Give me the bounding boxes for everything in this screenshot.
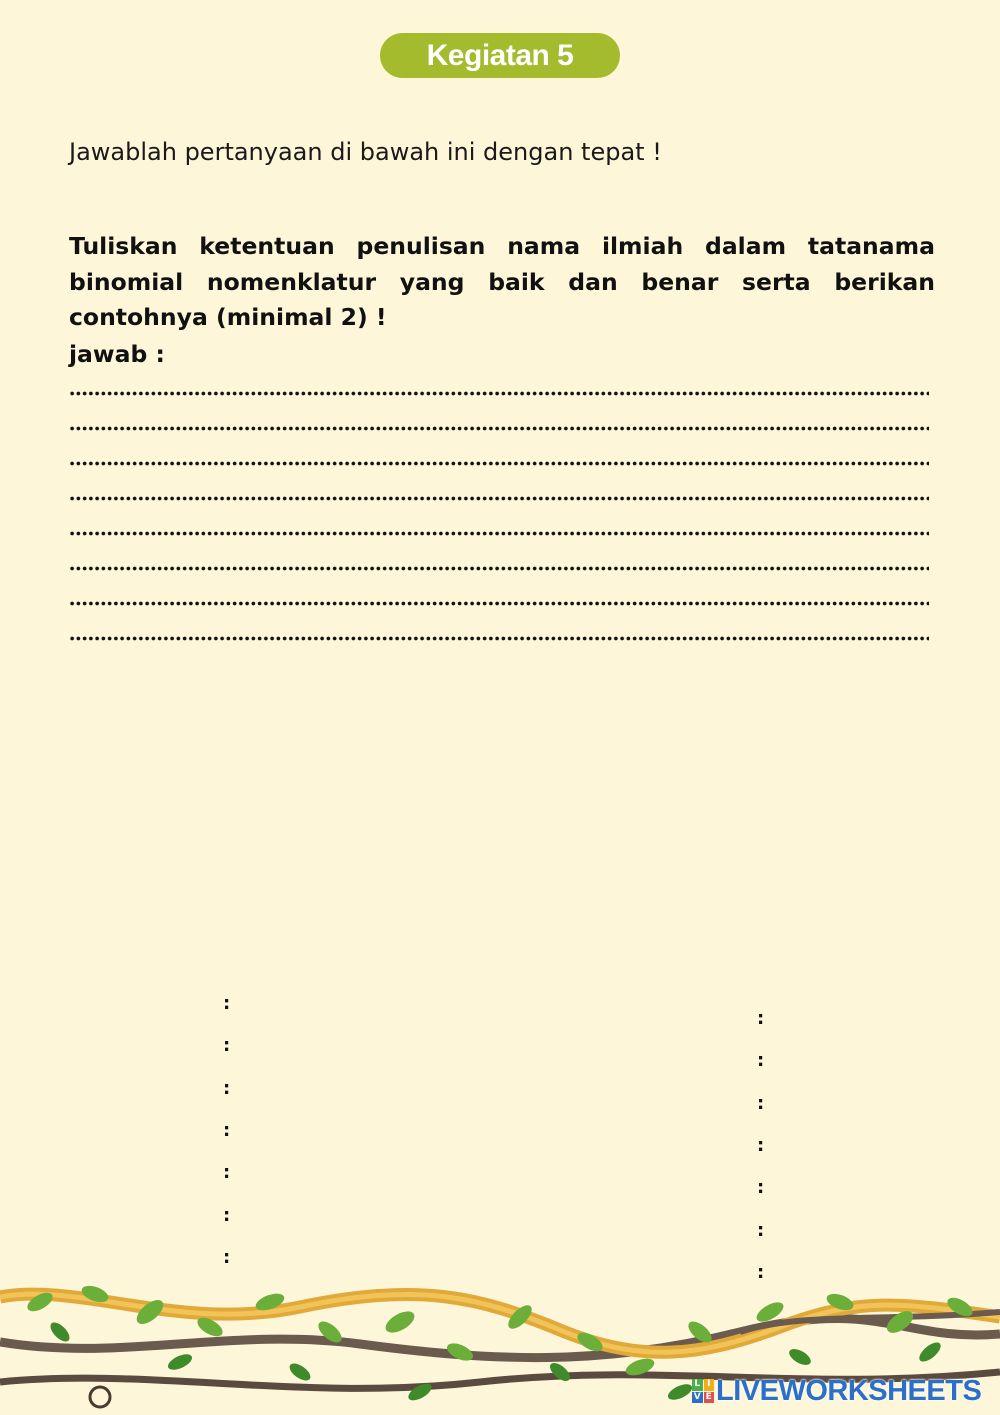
left-colon: : <box>223 1077 231 1099</box>
left-colon: : <box>223 1035 231 1057</box>
answer-line[interactable] <box>69 566 929 571</box>
liveworksheets-wordmark: LIVEWORKSHEETS <box>716 1374 982 1407</box>
right-colon: : <box>757 1008 765 1029</box>
left-colon: : <box>223 1246 231 1268</box>
right-colon: : <box>757 1261 765 1283</box>
answer-line[interactable] <box>69 636 929 641</box>
question-text: Tuliskan ketentuan penulisan nama ilmiah dalam tatanama binomial nomenklatur yang baik dan benar serta berikan contohnya (minimal 2) ! <box>69 232 935 331</box>
left-colon: : <box>223 993 231 1014</box>
answer-line[interactable] <box>69 391 929 396</box>
liveworksheets-logo[interactable] <box>692 1374 981 1408</box>
right-colon: : <box>757 1092 765 1114</box>
right-colon: : <box>757 1219 765 1241</box>
instruction-text: Jawablah pertanyaan di bawah ini dengan tepat ! <box>69 138 662 166</box>
answer-line[interactable] <box>69 461 929 466</box>
right-colon: : <box>757 1177 765 1199</box>
right-colon: : <box>757 1050 765 1072</box>
answer-line[interactable] <box>69 601 929 606</box>
answer-line[interactable] <box>69 426 929 431</box>
left-colon: : <box>223 1204 231 1226</box>
liveworksheets-logo-icon: L I V E <box>692 1379 714 1403</box>
left-colon: : <box>223 1119 231 1141</box>
right-colon: : <box>757 1134 765 1156</box>
answer-line[interactable] <box>69 496 929 501</box>
activity-title-badge: Kegiatan 5 <box>380 33 620 78</box>
answer-label: jawab : <box>69 340 165 368</box>
left-colon: : <box>223 1162 231 1184</box>
answer-line[interactable] <box>69 531 929 536</box>
